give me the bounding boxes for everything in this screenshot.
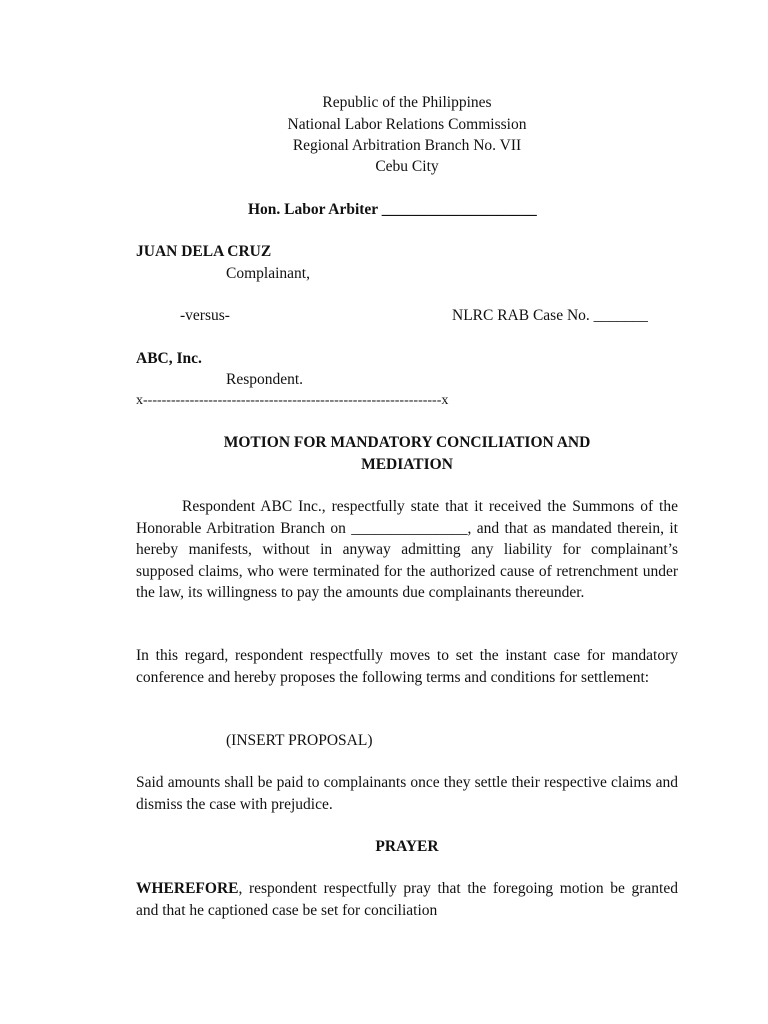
motion-title-line1: MOTION FOR MANDATORY CONCILIATION AND [223,434,591,451]
respondent-role: Respondent. [226,371,304,388]
wherefore-label: WHEREFORE [136,880,239,897]
header-city: Cebu City [375,158,439,175]
header-republic: Republic of the Philippines [322,94,492,111]
paragraph-summons-text: Respondent ABC Inc., respectfully state that it received the Summons of the Honorable Arbitration Branch on _______________, and that as mandated therein, it hereby manifests, without in anyway admitting any liability for complainant’s supposed claims, who were terminated for the authorized cause of retrenchment under the law, its willingness to pay the amounts due complainants thereunder. [136,498,678,602]
motion-title-line2: MEDIATION [361,456,453,473]
paragraph-motion: In this regard, respondent respectfully moves to set the instant case for mandatory conference and hereby proposes the following terms and conditions for settlement: [136,647,678,686]
respondent-name: ABC, Inc. [136,350,202,367]
complainant-role: Complainant, [226,265,310,282]
versus-label: -versus- [180,307,230,324]
proposal-placeholder: (INSERT PROPOSAL) [226,732,373,749]
paragraph-summons [136,496,678,604]
prayer-text: , respondent respectfully pray that the foregoing motion be granted and that he captioned case be set for conciliation [136,880,678,919]
header-branch: Regional Arbitration Branch No. VII [292,137,522,154]
arbiter-line: Hon. Labor Arbiter ____________________ [248,201,537,218]
complainant-name: JUAN DELA CRUZ [136,243,272,260]
prayer-heading: PRAYER [375,838,439,855]
paragraph-payment: Said amounts shall be paid to complainants once they settle their respective claims and dismiss the case with prejudice. [136,774,678,813]
caption-divider: x----------------------------------------------------------------x [136,393,449,408]
header-commission: National Labor Relations Commission [287,116,527,133]
case-number: NLRC RAB Case No. _______ [452,307,648,324]
paragraph-prayer [136,878,678,921]
